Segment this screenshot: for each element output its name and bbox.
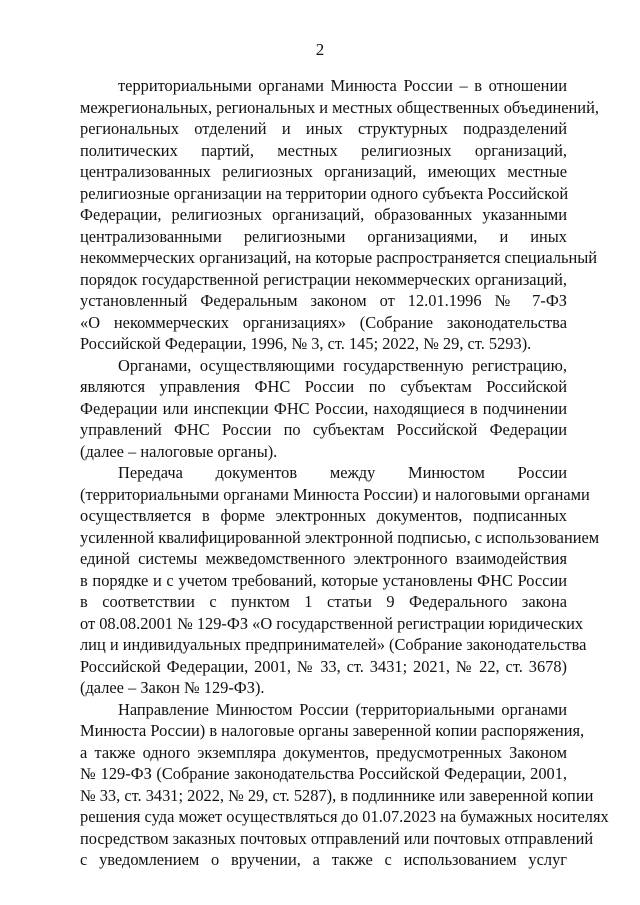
- text-line: с уведомлением о вручении, а также с использованием услуг: [80, 850, 567, 869]
- text-line: (далее – Закон № 129-ФЗ).: [80, 678, 265, 697]
- text-line: лиц и индивидуальных предпринимателей» (Собрание законодательства: [80, 635, 587, 654]
- text-line: централизованных религиозных организаций, имеющих местные: [80, 162, 567, 181]
- text-line: территориальными органами Минюста России – в отношении: [118, 76, 567, 95]
- text-line: а также одного экземпляра документов, предусмотренных Законом: [80, 742, 567, 762]
- text-line: усиленной квалифицированной электронной подписью, с использованием: [80, 527, 600, 547]
- text-line: религиозные организации на территории одного субъекта Российской: [80, 183, 569, 203]
- text-line: Минюста России) в налоговые органы заверенной копии распоряжения,: [80, 721, 585, 740]
- document-body: [80, 75, 609, 871]
- text-line: Передача документов между Минюстом России: [118, 463, 567, 482]
- text-line: осуществляется в форме электронных документов, подписанных: [80, 506, 567, 525]
- page-number: 2: [315, 40, 325, 59]
- text-line: Федерации, религиозных организаций, образованных указанными: [80, 205, 567, 224]
- text-line: решения суда может осуществляться до 01.07.2023 на бумажных носителях: [80, 807, 609, 826]
- text-line: от 08.08.2001 № 129-ФЗ «О государственной регистрации юридических: [80, 613, 584, 633]
- text-line: являются управления ФНС России по субъектам Российской: [80, 377, 567, 396]
- text-line: Направление Минюстом России (территориальными органами: [118, 699, 567, 719]
- text-line: № 129-ФЗ (Собрание законодательства Российской Федерации, 2001,: [80, 764, 567, 783]
- text-line: межрегиональных, региональных и местных общественных объединений,: [80, 97, 599, 117]
- text-line: № 33, ст. 3431; 2022, № 29, ст. 5287), в подлиннике или заверенной копии: [80, 785, 594, 805]
- text-line: централизованными религиозными организациями, и иных: [80, 226, 567, 246]
- text-line: Российской Федерации, 2001, № 33, ст. 3431; 2021, № 22, ст. 3678): [80, 656, 567, 676]
- text-line: посредством заказных почтовых отправлений или почтовых отправлений: [80, 828, 594, 848]
- text-line: в порядке и с учетом требований, которые установлены ФНС России: [80, 570, 567, 590]
- text-line: региональных отделений и иных структурных подразделений: [80, 119, 567, 138]
- text-line: порядок государственной регистрации некоммерческих организаций,: [80, 269, 567, 289]
- text-line: установленный Федеральным законом от 12.01.1996 № 7-ФЗ: [80, 291, 567, 310]
- text-line: единой системы межведомственного электронного взаимодействия: [80, 549, 567, 568]
- paragraph: [80, 75, 599, 355]
- text-line: (далее – налоговые органы).: [80, 441, 278, 461]
- paragraph: [80, 355, 567, 463]
- paragraph: [80, 462, 600, 699]
- text-line: Российской Федерации, 1996, № 3, ст. 145; 2022, № 29, ст. 5293).: [80, 334, 532, 353]
- paragraph: [80, 699, 609, 871]
- text-line: некоммерческих организаций, на которые распространяется специальный: [80, 248, 598, 267]
- text-line: «О некоммерческих организациях» (Собрание законодательства: [80, 312, 567, 332]
- text-line: в соответствии с пунктом 1 статьи 9 Федерального закона: [80, 592, 567, 611]
- text-line: Органами, осуществляющими государственную регистрацию,: [118, 355, 567, 375]
- text-line: управлений ФНС России по субъектам Российской Федерации: [80, 420, 567, 439]
- text-line: (территориальными органами Минюста России) и налоговыми органами: [80, 484, 590, 504]
- text-line: Федерации или инспекции ФНС России, находящиеся в подчинении: [80, 398, 567, 418]
- text-line: политических партий, местных религиозных организаций,: [80, 140, 567, 160]
